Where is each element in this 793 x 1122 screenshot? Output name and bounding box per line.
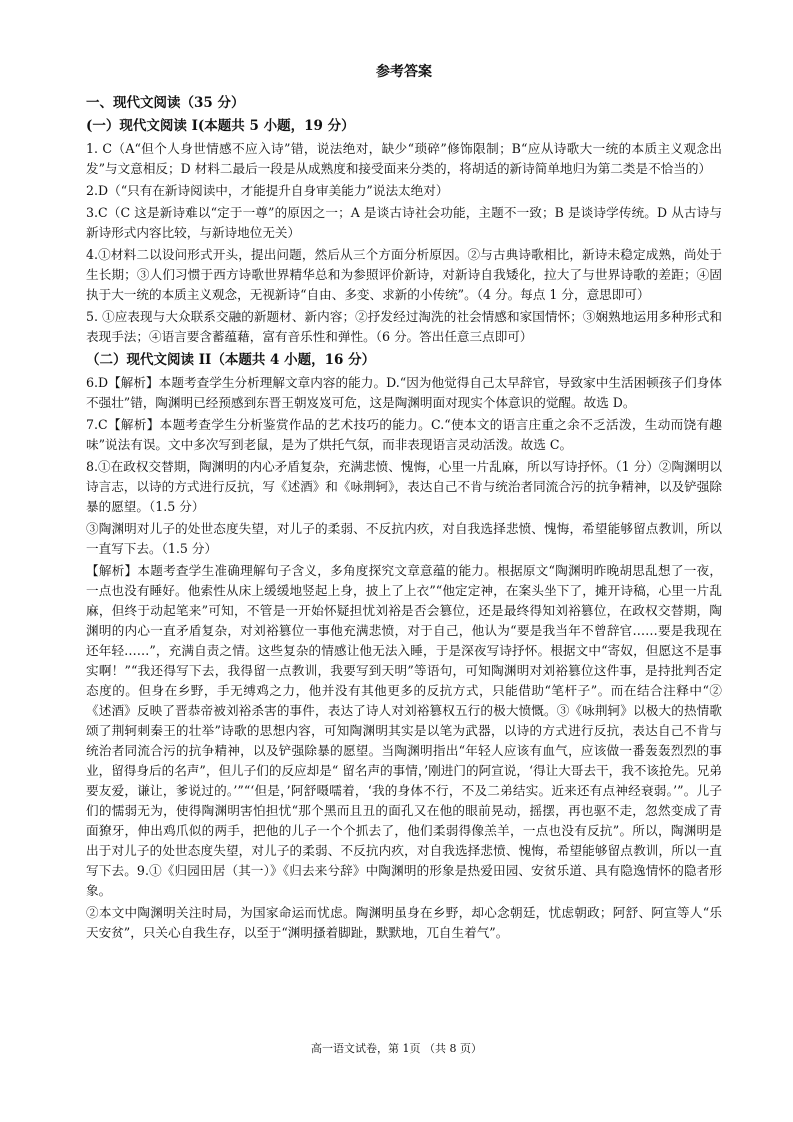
answer-q8-part1: 8.①在政权交替期，陶渊明的内心矛盾复杂，充满悲愤、愧悔，心里一片乱麻，所以写诗抒怀。（1 分）②陶渊明以诗言志，以诗的方式进行反抗，写《述酒》和《咏荆轲》，表达自己不肯与统治者同流合污的抗争精神，以及铲强除暴的愿望。（1.5 分） <box>86 459 722 514</box>
answer-q2: 2.D（“只有在新诗阅读中，才能提升自身审美能力”说法太绝对） <box>86 183 449 198</box>
answer-q1: 1. C（A“但个人身世情感不应入诗”错，说法绝对，缺少“琐碎”修饰限制；B“应从诗歌大一统的本质主义观念出发”与文意相反；D 材料二最后一段是从成熟度和接受面来分类的，将胡适的新诗简单地归为第二类是不恰当的） <box>86 141 722 176</box>
subsection-heading-2: （二）现代文阅读 II（本题共 4 小题，16 分） <box>86 352 376 368</box>
answer-q4: 4.①材料二以设问形式开头，提出问题，然后从三个方面分析原因。②与古典诗歌相比，新诗未稳定成熟，尚处于生长期；③人们习惯于西方诗歌世界精华总和为参照评价新诗，对新诗自我矮化，拉大了与世界诗歌的差距；④固执于大一统的本质主义观念，无视新诗“自由、多变、求新的小传统”。（4 分。每点 1 分，意思即可） <box>86 247 722 302</box>
answer-q8-part2: ③陶渊明对儿子的处世态度失望，对儿子的柔弱、不反抗内疚，对自我选择悲愤、愧悔，希望能够留点教训，所以一直写下去。（1.5 分） <box>86 521 722 556</box>
answer-page <box>86 62 722 945</box>
answer-q3: 3.C（C 这是新诗难以“定于一尊”的原因之一；A 是谈古诗社会功能，主题不一致；B 是谈诗学传统。D 从古诗与新诗形式内容比较，与新诗地位无关） <box>86 205 722 240</box>
answer-q7: 7.C【解析】本题考查学生分析鉴赏作品的艺术技巧的能力。C.“使本文的语言庄重之余不乏活泼，生动而饶有趣味”说法有误。文中多次写到老鼠，是为了烘托气氛，而非表现语言灵动活泼。故选 C。 <box>86 417 722 452</box>
subsection-heading-1: (一）现代文阅读 I(本题共 5 小题，19 分） <box>86 118 355 134</box>
section-heading-1: 一、现代文阅读（35 分） <box>86 95 245 111</box>
answer-q8-analysis: 【解析】本题考查学生准确理解句子含义，多角度探究文章意蕴的能力。根据原文“陶渊明昨晚胡思乱想了一夜，一点也没有睡好。他索性从床上缓缓地竖起上身，披上了上衣”“他定定神，在案头坐下了，摊开诗稿，心里一片乱麻，但终于动起笔来”可知，不管是一开始怀疑担忧刘裕是否会篡位，还是最终得知刘裕篡位，在政权交替期，陶渊明的内心一直矛盾复杂，对刘裕篡位一事他充满悲愤，对于自己，他认为“要是我当年不曾辞官……要是我现在还年轻……”，充满自责之情。这些复杂的情感让他无法入睡，于是深夜写诗抒怀。根据文中“寄奴，但愿这不是事实啊！”“我还得写下去，我得留一点教训，我要写到天明”等语句，可知陶渊明对刘裕篡位这件事，是持批判否定态度的。但身在乡野，手无缚鸡之力，他并没有其他更多的反抗方式，只能借助“笔杆子”。而在结合注释中“②《述酒》反映了晋恭帝被刘裕杀害的事件，表达了诗人对刘裕篡权五行的极大愤慨。③《咏荆轲》以极大的热情歌颂了荆轲刺秦王的壮举”诗歌的思想内容，可知陶渊明其实是以笔为武器，以诗的方式进行反抗，表达自己不肯与统治者同流合污的抗争精神，以及铲强除暴的愿望。当陶渊明指出“年轻人应该有血气，应该做一番轰轰烈烈的事业，留得身后的名声”，但儿子们的反应却是“ 留名声的事情，’刚进门的阿宣说，‘得让大哥去干，我不该抢先。兄弟要友爱，谦让，爹说过的。’”“‘但是，’阿舒嗫嚅着，‘我的身体不行，不及二弟结实。近来还有点神经衰弱。’”。儿子们的懦弱无为，使得陶渊明害怕担忧“那个黑而且丑的面孔又在他的眼前晃动，摇摆，再也驱不走，忽然变成了青面獠牙，伸出鸡爪似的两手，把他的儿子一个个抓去了，他们柔弱得像羔羊，一点也没有反抗”。所以，陶渊明是出于对儿子的处世态度失望，对儿子的柔弱、不反抗内疚，对自我选择悲愤、愧悔，希望能够留点教训，所以一直写下去。9.①《归园田居（其一）》《归去来兮辞》中陶渊明的形象是热爱田园、安贫乐道、具有隐逸情怀的隐者形象。 <box>86 563 722 898</box>
answer-q5: 5. ①应表现与大众联系交融的新题材、新内容；②抒发经过淘洗的社会情感和家国情怀；③娴熟地运用多种形式和表现手法；④语言要含蓄蕴藉，富有音乐性和弹性。（6 分。答出任意三点即可） <box>86 309 722 344</box>
answer-q9-part2: ②本文中陶渊明关注时局，为国家命运而忧虑。陶渊明虽身在乡野，却心念朝廷，忧虑朝政；阿舒、阿宣等人“乐天安贫”，只关心自我生存，以至于“渊明搔着脚趾，默默地，兀自生着气”。 <box>86 905 722 940</box>
answer-q6: 6.D【解析】本题考查学生分析理解文章内容的能力。D.“因为他觉得自己太早辞官，导致家中生活困顿孩子们身体不强壮”错，陶渊明已经预感到东晋王朝岌岌可危，这是陶渊明面对现实个体意识的觉醒。故选 D。 <box>86 375 722 410</box>
page-footer: 高一语文试卷，第 1页 （共 8 页） <box>311 1042 482 1055</box>
page-title: 参考答案 <box>376 64 432 80</box>
